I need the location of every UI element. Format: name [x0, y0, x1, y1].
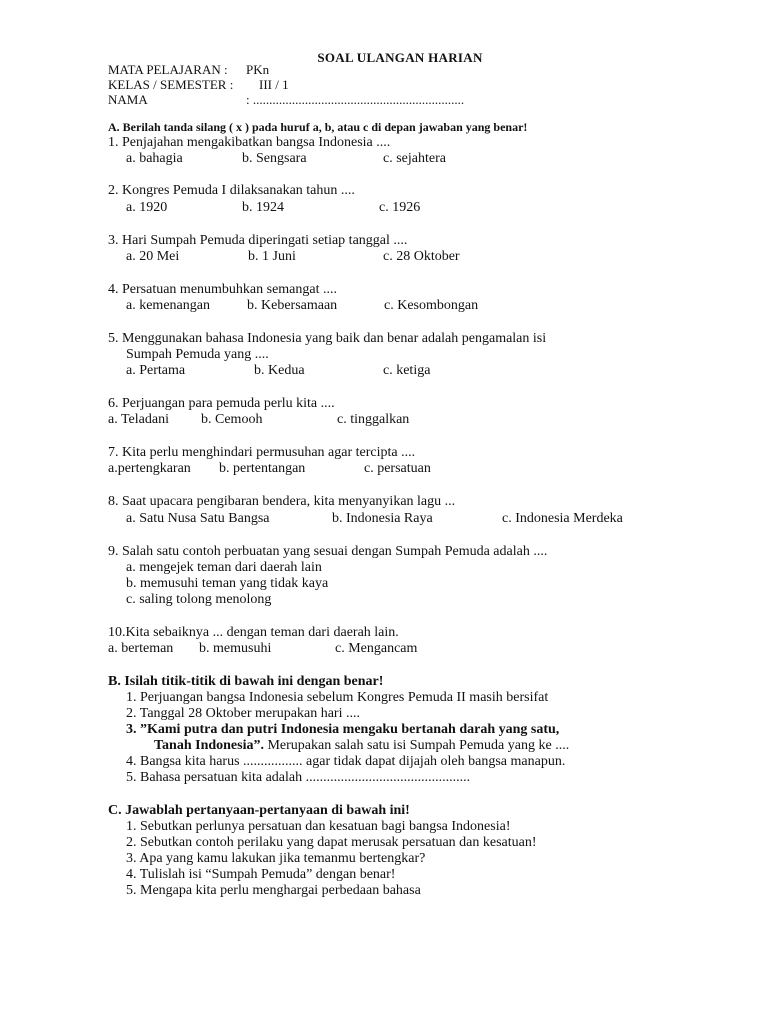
section-b-item-1: 1. Perjuangan bangsa Indonesia sebelum Kongres Pemuda II masih bersifat: [126, 690, 549, 705]
q5-option-b: b. Kedua: [254, 363, 305, 378]
q9-option-a: a. mengejek teman dari daerah lain: [126, 560, 322, 575]
question-6: 6. Perjuangan para pemuda perlu kita ....: [108, 396, 335, 411]
q10-option-c: c. Mengancam: [335, 641, 418, 656]
q8-option-b: b. Indonesia Raya: [332, 511, 433, 526]
q2-option-b: b. 1924: [242, 200, 284, 215]
section-b-instruction: B. Isilah titik-titik di bawah ini dengan benar!: [108, 674, 384, 689]
question-4: 4. Persatuan menumbuhkan semangat ....: [108, 282, 338, 297]
name-value: : .................................................................: [246, 92, 465, 107]
question-3: 3. Hari Sumpah Pemuda diperingati setiap tanggal ....: [108, 233, 408, 248]
question-10: 10.Kita sebaiknya ... dengan teman dari daerah lain.: [108, 625, 399, 640]
question-7: 7. Kita perlu menghindari permusuhan agar tercipta ....: [108, 445, 416, 460]
section-b-item-2: 2. Tanggal 28 Oktober merupakan hari ....: [126, 706, 360, 721]
q6-option-c: c. tinggalkan: [337, 412, 410, 427]
question-2: 2. Kongres Pemuda I dilaksanakan tahun ....: [108, 183, 355, 198]
q1-option-b: b. Sengsara: [242, 151, 307, 166]
q10-option-a: a. berteman: [108, 641, 174, 656]
name-label: NAMA: [108, 92, 148, 107]
q2-option-a: a. 1920: [126, 200, 168, 215]
section-b-item-3-question: Merupakan salah satu isi Sumpah Pemuda yang ke ....: [267, 738, 570, 753]
q1-option-a: a. bahagia: [126, 151, 183, 166]
class-label: KELAS / SEMESTER :: [108, 77, 234, 92]
section-b-item-4: 4. Bangsa kita harus ................. agar tidak dapat dijajah oleh bangsa manapun.: [126, 754, 566, 769]
q6-option-b: b. Cemooh: [201, 412, 263, 427]
subject-label: MATA PELAJARAN :: [108, 62, 228, 77]
q5-option-c: c. ketiga: [383, 363, 431, 378]
question-1: 1. Penjajahan mengakibatkan bangsa Indonesia ....: [108, 135, 391, 150]
q8-option-c: c. Indonesia Merdeka: [502, 511, 623, 526]
q5-option-a: a. Pertama: [126, 363, 186, 378]
section-c-item-2: 2. Sebutkan contoh perilaku yang dapat merusak persatuan dan kesatuan!: [126, 835, 537, 850]
name-row: [108, 92, 464, 107]
section-c-item-5: 5. Mengapa kita perlu menghargai perbedaan bahasa: [126, 883, 421, 898]
question-9: 9. Salah satu contoh perbuatan yang sesuai dengan Sumpah Pemuda adalah ....: [108, 544, 548, 559]
question-8: 8. Saat upacara pengibaran bendera, kita menyanyikan lagu ...: [108, 494, 456, 509]
q4-option-a: a. kemenangan: [126, 298, 210, 313]
q9-option-b: b. memusuhi teman yang tidak kaya: [126, 576, 329, 591]
question-5-continued: Sumpah Pemuda yang ....: [126, 347, 269, 362]
section-b-item-3: 3. ”Kami putra dan putri Indonesia mengaku bertanah darah yang satu,: [126, 722, 560, 737]
section-b-item-3-quote-end: Tanah Indonesia”.: [154, 738, 264, 753]
q7-option-b: b. pertentangan: [219, 461, 306, 476]
q6-option-a: a. Teladani: [108, 412, 169, 427]
q1-option-c: c. sejahtera: [383, 151, 446, 166]
q7-option-a: a.pertengkaran: [108, 461, 191, 476]
subject-value: PKn: [246, 62, 270, 77]
section-c-instruction: C. Jawablah pertanyaan-pertanyaan di bawah ini!: [108, 803, 410, 818]
q2-option-c: c. 1926: [379, 200, 421, 215]
q9-option-c: c. saling tolong menolong: [126, 592, 272, 607]
q4-option-c: c. Kesombongan: [384, 298, 479, 313]
q4-option-b: b. Kebersamaan: [247, 298, 338, 313]
q8-option-a: a. Satu Nusa Satu Bangsa: [126, 511, 270, 526]
section-a-instruction: A. Berilah tanda silang ( x ) pada huruf a, b, atau c di depan jawaban yang benar!: [108, 120, 528, 134]
subject-row: [108, 62, 269, 77]
section-b-item-3-continued: [154, 737, 569, 754]
q7-option-c: c. persatuan: [364, 461, 431, 476]
section-c-item-3: 3. Apa yang kamu lakukan jika temanmu bertengkar?: [126, 851, 426, 866]
class-row: [108, 77, 289, 92]
document-title: SOAL ULANGAN HARIAN: [317, 50, 483, 65]
question-5: 5. Menggunakan bahasa Indonesia yang baik dan benar adalah pengamalan isi: [108, 331, 547, 346]
q3-option-b: b. 1 Juni: [248, 249, 296, 264]
section-b-item-5: 5. Bahasa persatuan kita adalah ...............................................: [126, 770, 471, 785]
section-c-item-4: 4. Tulislah isi “Sumpah Pemuda” dengan benar!: [126, 867, 396, 882]
q10-option-b: b. memusuhi: [199, 641, 272, 656]
class-value: III / 1: [259, 77, 289, 92]
section-c-item-1: 1. Sebutkan perlunya persatuan dan kesatuan bagi bangsa Indonesia!: [126, 819, 511, 834]
q3-option-c: c. 28 Oktober: [383, 249, 460, 264]
q3-option-a: a. 20 Mei: [126, 249, 180, 264]
